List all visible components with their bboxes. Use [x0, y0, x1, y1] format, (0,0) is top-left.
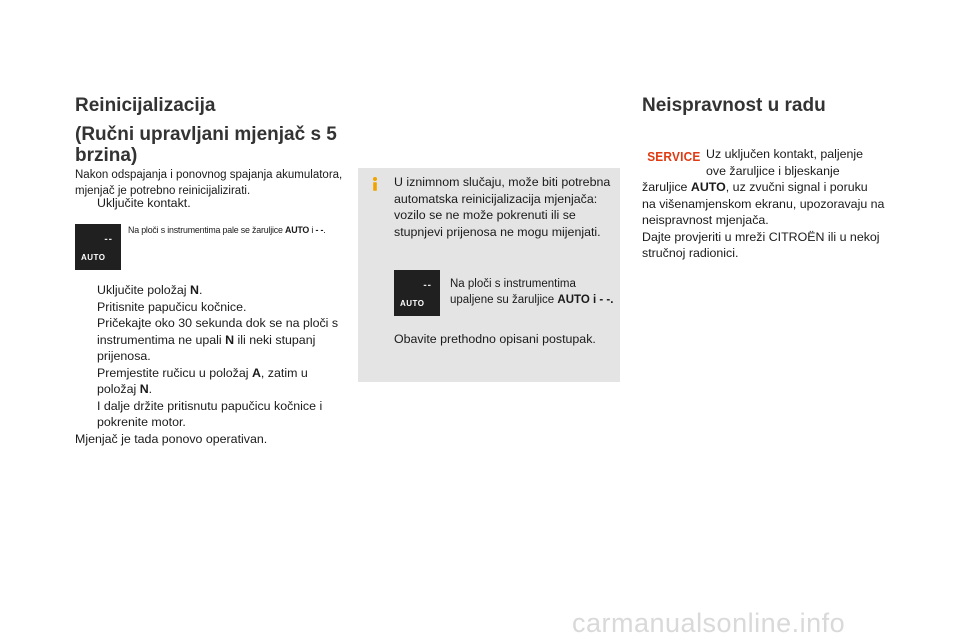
malfunction-text-intro: Uz uključen kontakt, paljenje ove žaruljice i bljeskanje — [706, 147, 864, 178]
closing-text: Mjenjač je tada ponovo operativan. — [75, 431, 268, 446]
dash-indicator: -- — [104, 234, 113, 245]
dashboard-auto-indicator — [394, 270, 440, 316]
note-dash: - - — [315, 225, 324, 236]
bullet-icon — [75, 365, 97, 398]
list-item: Uključite položaj N. — [75, 282, 345, 299]
dash-indicator: -- — [423, 280, 432, 291]
bullet-icon — [75, 195, 97, 212]
steps-list — [75, 282, 345, 447]
auto-indicator-label: AUTO — [400, 299, 425, 308]
bullet-icon — [75, 315, 97, 365]
info-icon-graphic — [368, 176, 382, 192]
info-icon — [368, 176, 382, 192]
list-item: Pričekajte oko 30 sekunda dok se na ploči s instrumentima ne upali N ili neki stupanj prijenosa. — [75, 315, 345, 365]
dashboard-auto-indicator — [75, 224, 121, 270]
bullet-icon — [75, 282, 97, 299]
info-text: U iznimnom slučaju, može biti potrebna automatska reinicijalizacija mjenjača: vozilo se ne može pokrenuti ili se stupnjevi prijenosa ne mogu mijenjati. — [394, 175, 611, 239]
dashboard-note — [128, 224, 328, 238]
intro-paragraph: Nakon odspajanja i ponovnog spajanja akumulatora, mjenjač je potrebno reinicijalizirati. — [75, 169, 343, 197]
service-warning-icon: SERVICE — [647, 150, 701, 164]
watermark: carmanualsonline.info — [572, 608, 846, 638]
section-title-malfunction: Neispravnost u radu — [642, 95, 826, 116]
auto-indicator-label: AUTO — [81, 253, 106, 262]
note-text: . — [323, 225, 326, 236]
step-text: Uključite kontakt. — [97, 196, 191, 210]
section-subtitle-gearbox: (Ručni upravljani mjenjač s 5 brzina) — [75, 124, 337, 167]
malfunction-text: žaruljice AUTO, uz zvučni signal i poruku na višenamjenskom ekranu, upozoravaju na neispravnost mjenjača. Dajte provjeriti u mreži CITROËN ili u nekoj stručnoj radionici. — [642, 180, 885, 260]
info-box — [358, 168, 620, 382]
list-item: Premjestite ručicu u položaj A, zatim u položaj N. — [75, 365, 345, 398]
info-dashboard-note: Na ploči s instrumentima upaljene su žaruljice AUTO i - -. — [450, 278, 614, 306]
note-text: i — [309, 225, 316, 236]
list-item: I dalje držite pritisnutu papučicu kočnice i pokrenite motor. — [75, 398, 345, 431]
section-title-reset: Reinicijalizacija — [75, 95, 216, 116]
bullet-icon — [75, 398, 97, 431]
info-closing: Obavite prethodno opisani postupak. — [394, 332, 596, 346]
list-item: Pritisnite papučicu kočnice. — [75, 299, 345, 316]
bullet-icon — [75, 299, 97, 316]
step-ignition — [75, 195, 345, 212]
note-auto: AUTO — [284, 225, 310, 236]
note-text: Na ploči s instrumentima pale se žaruljice — [128, 225, 285, 236]
